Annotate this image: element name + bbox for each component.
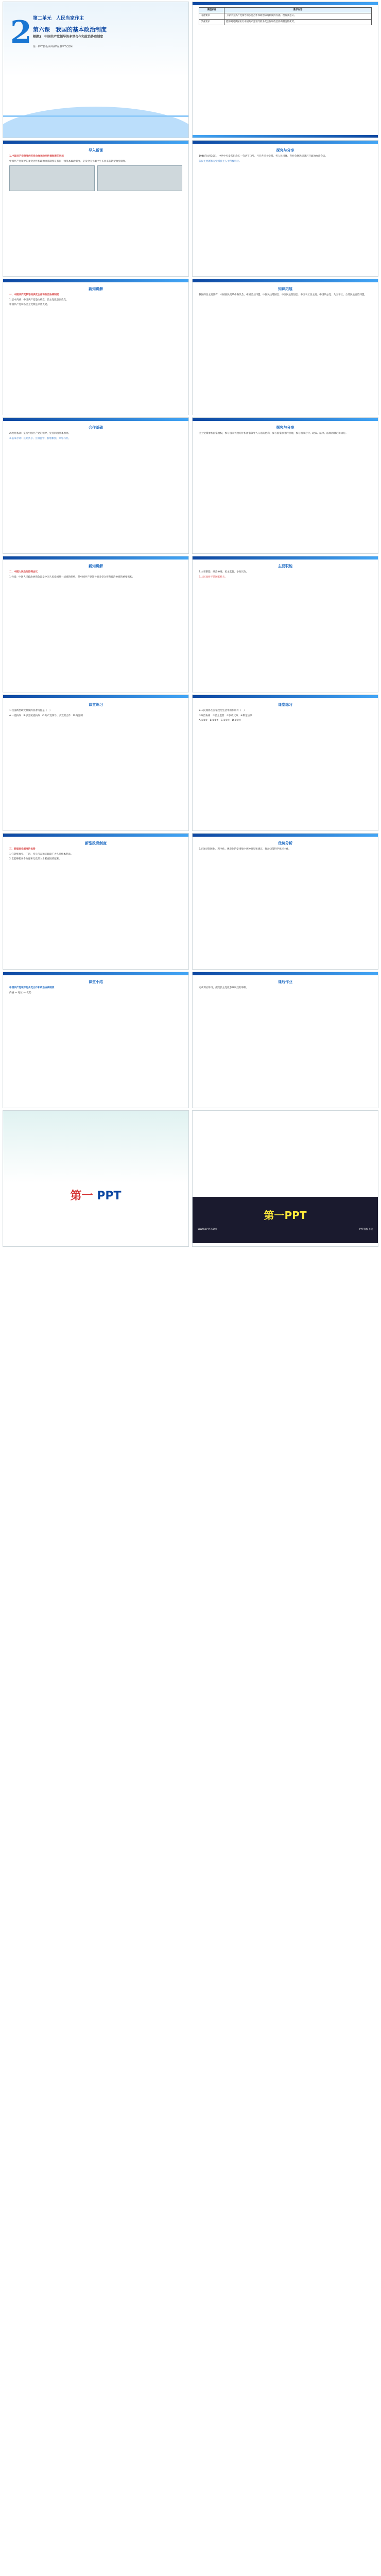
slide-line: 1948年4月30日，中共中央发布纪念五一劳动节口号，号召各民主党派、各人民团体、各社会贤达迅速召开政治协商会议。 [199, 155, 328, 158]
slide-line: 3.人民政协不是国家机关。 [199, 575, 227, 579]
slide-line: 1.性质：中国人民政治协商会议是中国人民爱国统一战线的组织，是中国共产党领导的多党合作和政治协商的重要机构。 [9, 575, 135, 579]
slide-topbar [3, 556, 188, 560]
slide-title: 探究与分享 [276, 148, 295, 152]
banner-cols [198, 1228, 373, 1232]
footer-left[interactable]: WWW.1PPT.COM [198, 1228, 217, 1231]
slide-topbar [3, 834, 188, 837]
slide-line: A.①②③ B.①②④ C.①③④ D.②③④ [199, 719, 241, 722]
slide-bottombar [193, 135, 378, 138]
slide-line: A.一党执政 B.多党轮流执政 C.共产党领导、多党派合作 D.两党制 [9, 714, 83, 717]
unit-number: 2 [10, 14, 32, 50]
slide-topbar [193, 141, 378, 144]
slide-line: 一、中国共产党领导的多党合作和政治协商制度 [9, 294, 59, 297]
frame-title: 框题3：中国共产党领导的多党合作和政治协商制度 [33, 35, 103, 39]
table-row [199, 13, 372, 19]
slide-line: 完成课后练习，搜集民主党派参政议政的事例。 [199, 987, 249, 990]
standards-slide [192, 2, 378, 138]
text-slide [3, 279, 189, 415]
slide-line: 中国共产党领导的多党合作和政治协商制度是我国一项基本政治制度，是从中国土壤中生长出来的新型政党制度。 [9, 160, 128, 163]
slide-topbar [3, 695, 188, 698]
slide-topbar [193, 279, 378, 282]
table-header: 课程标准 [199, 8, 224, 13]
slide-line: 民主党派参加国家政权，参与国家大政方针和国家领导人人选的协商，参与国家事务的管理，参与国家方针、政策、法律、法规的制定和执行。 [199, 432, 348, 435]
slide-line: 内涵 — 地位 — 优势 [9, 991, 31, 994]
text-slide [192, 972, 378, 1108]
text-slide [3, 694, 189, 831]
logo-part-b: PPT [97, 1190, 122, 1202]
lesson-title: 第六课 我国的基本政治制度 [33, 26, 107, 33]
unit-title: 第二单元 人民当家作主 [33, 16, 84, 21]
slide-topbar [193, 972, 378, 975]
text-slide [3, 833, 189, 970]
slide-topbar [193, 418, 378, 421]
slide-title: 课堂小结 [89, 980, 103, 984]
text-slide [192, 279, 378, 415]
promo-slide [3, 1110, 189, 1247]
slide-line: 二、中国人民政治协商会议 [9, 571, 38, 574]
table-cell: 了解中国共产党领导的多党合作和政治协商制度的内涵，理解其意义。 [224, 13, 372, 19]
table-cell: 内容要求 [199, 13, 224, 19]
slide-line: 2.人民政协在国家政治生活中的作用有（ ） [199, 709, 246, 713]
table-cell: 能够阐述我国实行中国共产党领导的多党合作和政治协商制度的优势。 [224, 19, 372, 25]
slide-line: 1.我国新型政党制度的显著特征是（ ） [9, 709, 52, 713]
banner-slide [192, 1110, 378, 1247]
slide-line: 3.基本方针：长期共存、互相监督、肝胆相照、荣辱与共。 [9, 437, 71, 440]
slide-line: 中国共产党领导的多党合作和政治协商制度 [9, 987, 55, 990]
slide-topbar [3, 279, 188, 282]
slide-topbar [193, 2, 378, 5]
text-slide [3, 556, 189, 692]
slide-line: 中国共产党和各民主党派是亲密友党。 [9, 303, 50, 307]
slide-topbar [3, 141, 188, 144]
slide-title: 优势分析 [278, 841, 292, 845]
text-slide [192, 417, 378, 554]
slide-topbar [3, 972, 188, 975]
table-header: 教学内容 [224, 8, 372, 13]
banner-logo [198, 1208, 373, 1223]
promo-bg [3, 1111, 188, 1183]
decor-ribbon [3, 115, 188, 117]
slide-line: 1.中国共产党领导的多党合作和政治协商制度的形成 [9, 155, 64, 158]
text-slide [192, 833, 378, 970]
logo-part-b: PPT [284, 1209, 307, 1222]
slide-title: 课后作业 [278, 980, 292, 984]
slide-title: 主要职能 [278, 564, 292, 568]
slide-grid [0, 0, 381, 1248]
slide-line: 三、新型政党制度的优势 [9, 848, 36, 851]
slide-title: 新知讲解 [89, 287, 103, 291]
footer-right[interactable]: PPT模板下载 [359, 1228, 373, 1231]
slide-line: 1.基本内涵：中国共产党是执政党，民主党派是参政党。 [9, 298, 68, 301]
slide-line: ①政治协商 ②民主监督 ③参政议政 ④制定法律 [199, 714, 252, 717]
footer-banner [193, 1197, 378, 1243]
photo-row [9, 165, 182, 191]
photo-placeholder [9, 165, 95, 191]
cover-slide [3, 2, 189, 138]
slide-topbar [193, 556, 378, 560]
logo-part-a: 第一 [264, 1209, 285, 1222]
text-slide [192, 140, 378, 277]
text-slide [3, 972, 189, 1108]
slide-topbar [193, 834, 378, 837]
table-cell: 学业要求 [199, 19, 224, 25]
slide-title: 新型政党制度 [85, 841, 107, 845]
slide-topbar [193, 695, 378, 698]
slide-title: 新知讲解 [89, 564, 103, 568]
text-slide [192, 556, 378, 692]
slide-line: 3.它通过制度化、程序化、规范化的安排集中各种意见和建议，推动决策科学化民主化。 [199, 848, 291, 851]
slide-line: 2.主要职能：政治协商、民主监督、参政议政。 [199, 571, 249, 574]
text-slide [3, 417, 189, 554]
slide-topbar [3, 418, 188, 421]
slide-title: 合作基础 [89, 426, 103, 430]
slide-title: 探究与分享 [276, 426, 295, 430]
table-row [199, 19, 372, 25]
slide-title: 课堂练习 [278, 703, 292, 707]
photo-placeholder [97, 165, 183, 191]
slide-title: 知识拓展 [278, 287, 292, 291]
slide-line: 我国的民主党派有：中国国民党革命委员会、中国民主同盟、中国民主建国会、中国民主促进会、中国农工民主党、中国致公党、九三学社、台湾民主自治同盟。 [199, 294, 367, 297]
logo-part-a: 第一 [70, 1190, 93, 1202]
slide-line: 1.它能够真实、广泛、持久代表和实现最广大人民根本利益。 [9, 853, 73, 856]
slide-title: 课堂练习 [89, 703, 103, 707]
slide-title: 导入新课 [89, 148, 103, 152]
standards-table [199, 7, 372, 25]
text-slide [192, 694, 378, 831]
site-label: 第一PPT模板网-WWW.1PPT.COM [33, 45, 73, 48]
decor-hill [3, 107, 189, 138]
slide-line: 各民主党派和无党派民主人士积极响应。 [199, 160, 241, 163]
slide-line: 2.政治基础：坚持中国共产党的领导，坚持四项基本原则。 [9, 432, 71, 435]
text-slide [3, 140, 189, 277]
slide-line: 2.它能够把各个政党和无党派人士紧密团结起来。 [9, 858, 61, 861]
promo-logo [3, 1188, 188, 1205]
